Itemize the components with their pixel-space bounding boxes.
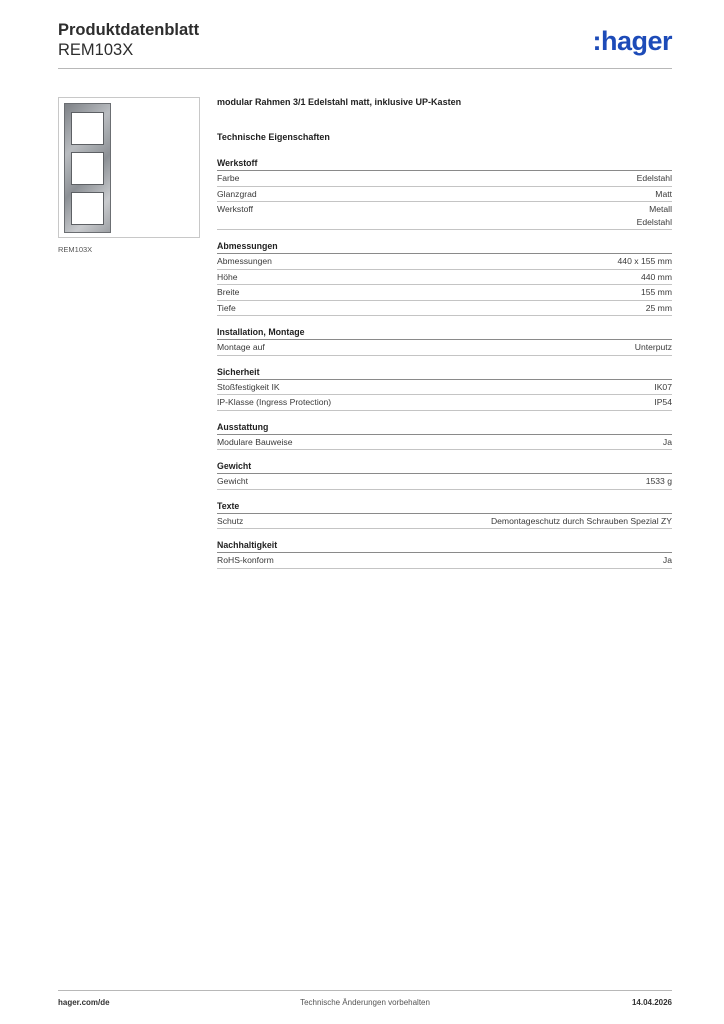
product-image — [58, 97, 200, 238]
property-group — [217, 539, 672, 569]
property-value-line: Metall — [649, 204, 672, 214]
property-value — [663, 554, 672, 567]
property-value-line: Edelstahl — [636, 173, 672, 183]
frame-illustration — [64, 103, 111, 233]
property-value — [654, 396, 672, 409]
property-row — [217, 202, 672, 230]
property-row — [217, 395, 672, 411]
property-value — [618, 255, 672, 268]
property-value-line: Matt — [655, 188, 672, 199]
property-value-line: IK07 — [654, 381, 672, 392]
footer-date: 14.04.2026 — [631, 998, 672, 1007]
header-divider — [58, 68, 672, 69]
property-row — [217, 270, 672, 286]
property-value-line: 25 mm — [645, 302, 672, 313]
property-label: Modulare Bauweise — [217, 436, 293, 447]
property-row — [217, 474, 672, 490]
property-label: Schutz — [217, 515, 244, 526]
property-value-line: Unterputz — [634, 342, 672, 352]
frame-opening — [71, 112, 104, 145]
property-groups — [217, 157, 672, 569]
property-value-line: Edelstahl — [636, 216, 672, 227]
property-value — [646, 475, 672, 488]
property-value — [637, 172, 672, 185]
property-label: RoHS-konform — [217, 555, 274, 565]
property-value — [641, 271, 672, 284]
property-label: Stoßfestigkeit IK — [217, 381, 280, 392]
page-title: Produktdatenblatt — [58, 21, 200, 39]
property-label: Breite — [217, 287, 240, 297]
image-caption: REM103X — [58, 245, 93, 254]
property-label: Gewicht — [217, 476, 249, 486]
tech-properties-heading: Technische Eigenschaften — [217, 132, 330, 142]
footer-divider — [58, 990, 672, 991]
group-title: Gewicht — [217, 460, 672, 474]
property-group — [217, 460, 672, 490]
document-header — [58, 20, 199, 60]
property-label: Abmessungen — [217, 256, 272, 266]
group-title: Texte — [217, 500, 672, 514]
group-title: Abmessungen — [217, 240, 672, 254]
property-value-line: IP54 — [654, 397, 672, 407]
property-label: Farbe — [217, 173, 240, 183]
property-row — [217, 187, 672, 203]
property-label: Montage auf — [217, 342, 265, 352]
property-row — [217, 285, 672, 301]
property-value-line: 440 x 155 mm — [617, 256, 672, 266]
product-details — [217, 96, 672, 579]
group-title: Nachhaltigkeit — [217, 539, 672, 553]
property-value-line: 440 mm — [640, 271, 672, 282]
property-value — [635, 341, 672, 354]
product-code: REM103X — [58, 41, 134, 59]
property-value — [491, 515, 672, 528]
property-value-line: Ja — [662, 555, 672, 565]
property-row — [217, 553, 672, 569]
property-value-line: 1533 g — [645, 476, 672, 486]
property-value — [646, 302, 672, 315]
property-label: Tiefe — [217, 302, 236, 313]
property-value-line: Ja — [662, 436, 672, 447]
footer-notice: Technische Änderungen vorbehalten — [300, 998, 430, 1007]
property-value-line: 155 mm — [640, 287, 672, 297]
property-value — [663, 436, 672, 449]
property-row — [217, 380, 672, 396]
property-row — [217, 254, 672, 270]
property-label: Höhe — [217, 271, 238, 282]
property-label: Werkstoff — [217, 204, 253, 214]
frame-opening — [71, 192, 104, 225]
property-value — [637, 203, 672, 228]
frame-opening — [71, 152, 104, 185]
property-row — [217, 435, 672, 451]
property-group — [217, 500, 672, 530]
footer-website-link[interactable]: hager.com/de — [58, 998, 110, 1007]
property-label: IP-Klasse (Ingress Protection) — [217, 397, 332, 407]
property-value — [654, 381, 672, 394]
group-title: Sicherheit — [217, 366, 672, 380]
property-row — [217, 340, 672, 356]
property-group — [217, 326, 672, 356]
group-title: Werkstoff — [217, 157, 672, 171]
product-description: modular Rahmen 3/1 Edelstahl matt, inklusive UP-Kasten — [217, 97, 462, 107]
hager-logo: :hager — [592, 26, 672, 56]
property-value-line: Demontageschutz durch Schrauben Spezial ZY — [490, 515, 672, 526]
property-group — [217, 421, 672, 451]
property-group — [217, 157, 672, 230]
property-row — [217, 171, 672, 187]
group-title: Installation, Montage — [217, 326, 672, 340]
property-row — [217, 301, 672, 317]
property-group — [217, 240, 672, 316]
property-label: Glanzgrad — [217, 188, 257, 199]
property-group — [217, 366, 672, 411]
property-value — [641, 286, 672, 299]
property-row — [217, 514, 672, 530]
property-value — [655, 188, 672, 201]
group-title: Ausstattung — [217, 421, 672, 435]
